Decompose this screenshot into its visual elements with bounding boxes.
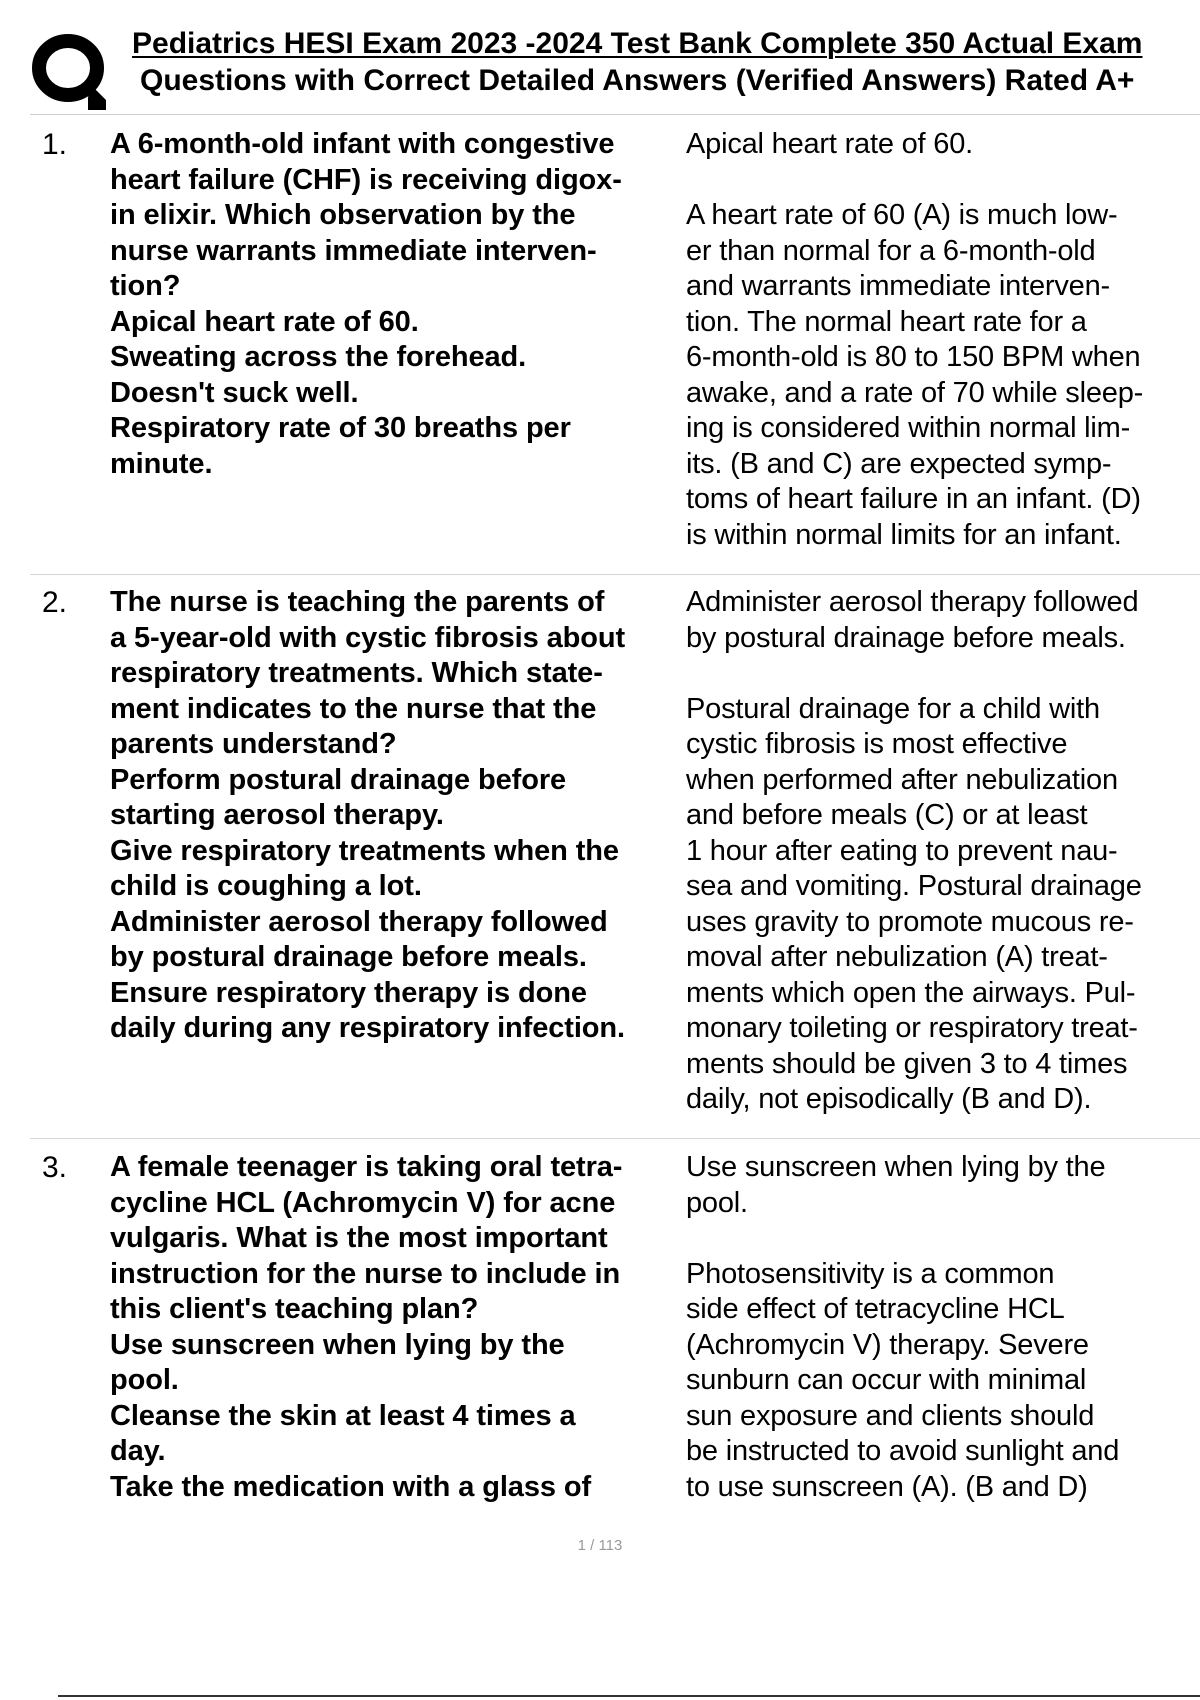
correct-answer: pool. (686, 1186, 748, 1219)
question-line: A 6-month-old infant with congestive (110, 128, 615, 160)
rationale-line: awake, and a rate of 70 while sleep- (686, 376, 1144, 409)
header-divider (30, 114, 1200, 115)
answer-option: Ensure respiratory therapy is done (110, 976, 587, 1009)
answer-option: pool. (110, 1364, 179, 1396)
question-line: A female teenager is taking oral tetra- (110, 1151, 623, 1183)
rationale-line: Photosensitivity is a common (686, 1257, 1055, 1290)
answer-text (686, 127, 1200, 553)
rationale-line: ments which open the airways. Pul- (686, 976, 1136, 1009)
question-line: tion? (110, 270, 181, 302)
answer-option: starting aerosol therapy. (110, 799, 444, 831)
rationale-line: Postural drainage for a child with (686, 692, 1100, 725)
question-line: nurse warrants immediate interven- (110, 234, 597, 267)
question-line: The nurse is teaching the parents of (110, 586, 605, 618)
rationale-line: cystic fibrosis is most effective (686, 728, 1068, 760)
q-logo-icon (30, 28, 112, 110)
rationale-line: sun exposure and clients should (686, 1399, 1095, 1432)
rationale-line: moval after nebulization (A) treat- (686, 941, 1108, 973)
rationale-line: sea and vomiting. Postural drainage (686, 870, 1142, 902)
rationale-line: sunburn can occur with minimal (686, 1364, 1087, 1396)
answer-text (686, 585, 1200, 1118)
rationale-line: is within normal limits for an infant. (686, 518, 1122, 551)
page-bottom-rule (58, 1695, 1200, 1697)
answer-option: by postural drainage before meals. (110, 941, 587, 973)
rationale-line: uses gravity to promote mucous re- (686, 905, 1134, 938)
question-line: in elixir. Which observation by the (110, 199, 576, 231)
answer-option: Sweating across the forehead. (110, 341, 527, 373)
rationale-line: toms of heart failure in an infant. (D) (686, 483, 1141, 515)
answer-option: Cleanse the skin at least 4 times a (110, 1399, 576, 1432)
question-line: respiratory treatments. Which state- (110, 657, 603, 689)
question-number: 2. (42, 586, 68, 619)
rationale-line: and warrants immediate interven- (686, 270, 1110, 302)
rationale-line: and before meals (C) or at least (686, 799, 1088, 831)
rationale-line: when performed after nebulization (686, 763, 1118, 796)
answer-option: child is coughing a lot. (110, 870, 422, 902)
correct-answer: Use sunscreen when lying by the (686, 1151, 1106, 1183)
rationale-line: be instructed to avoid sunlight and (686, 1435, 1120, 1467)
question-line: cycline HCL (Achromycin V) for acne (110, 1186, 616, 1219)
rationale-line: tion. The normal heart rate for a (686, 305, 1087, 338)
document-header (0, 0, 1200, 118)
rationale-line: er than normal for a 6-month-old (686, 234, 1096, 267)
rationale-line: side effect of tetracycline HCL (686, 1293, 1065, 1325)
answer-option: Take the medication with a glass of (110, 1470, 592, 1503)
question-line: a 5-year-old with cystic fibrosis about (110, 621, 625, 654)
question-text (110, 127, 710, 482)
rationale-line: to use sunscreen (A). (B and D) (686, 1470, 1088, 1503)
document-title-line-1: Pediatrics HESI Exam 2023 -2024 Test Bank Complete 350 Actual Exam (132, 27, 1143, 60)
question-number: 1. (42, 128, 68, 161)
question-text (110, 585, 710, 1047)
rationale-line: daily, not episodically (B and D). (686, 1083, 1092, 1115)
rationale-line: (Achromycin V) therapy. Severe (686, 1328, 1089, 1361)
answer-option: Apical heart rate of 60. (110, 305, 419, 338)
rationale-line: 1 hour after eating to prevent nau- (686, 834, 1118, 867)
answer-option: Doesn't suck well. (110, 376, 359, 409)
answer-option: Respiratory rate of 30 breaths per (110, 412, 571, 444)
answer-option: Administer aerosol therapy followed (110, 905, 608, 938)
page-indicator: 1 / 113 (577, 1537, 623, 1554)
question-line: vulgaris. What is the most important (110, 1222, 608, 1254)
rationale-line: 6-month-old is 80 to 150 BPM when (686, 341, 1141, 373)
answer-text (686, 1150, 1200, 1505)
rationale-line: A heart rate of 60 (A) is much low- (686, 199, 1118, 231)
correct-answer: Apical heart rate of 60. (686, 128, 973, 160)
answer-option: daily during any respiratory infection. (110, 1012, 625, 1044)
question-text (110, 1150, 710, 1505)
rationale-line: its. (B and C) are expected symp- (686, 447, 1112, 480)
answer-option: minute. (110, 447, 213, 480)
correct-answer: Administer aerosol therapy followed (686, 586, 1139, 618)
correct-answer: by postural drainage before meals. (686, 621, 1126, 654)
document-title-line-2: Questions with Correct Detailed Answers (Verified Answers) Rated A+ (140, 64, 1135, 97)
question-number: 3. (42, 1151, 68, 1184)
question-line: parents understand? (110, 728, 397, 760)
answer-option: day. (110, 1435, 166, 1467)
question-line: ment indicates to the nurse that the (110, 692, 597, 725)
rationale-line: ing is considered within normal lim- (686, 412, 1131, 444)
answer-option: Perform postural drainage before (110, 763, 567, 796)
answer-option: Use sunscreen when lying by the (110, 1328, 565, 1361)
rationale-line: ments should be given 3 to 4 times (686, 1047, 1128, 1080)
question-line: instruction for the nurse to include in (110, 1257, 621, 1290)
rationale-line: monary toileting or respiratory treat- (686, 1012, 1138, 1044)
question-line: heart failure (CHF) is receiving digox- (110, 163, 622, 196)
answer-option: Give respiratory treatments when the (110, 834, 619, 867)
question-divider (30, 574, 1200, 575)
question-line: this client's teaching plan? (110, 1293, 479, 1325)
question-divider (30, 1138, 1200, 1139)
